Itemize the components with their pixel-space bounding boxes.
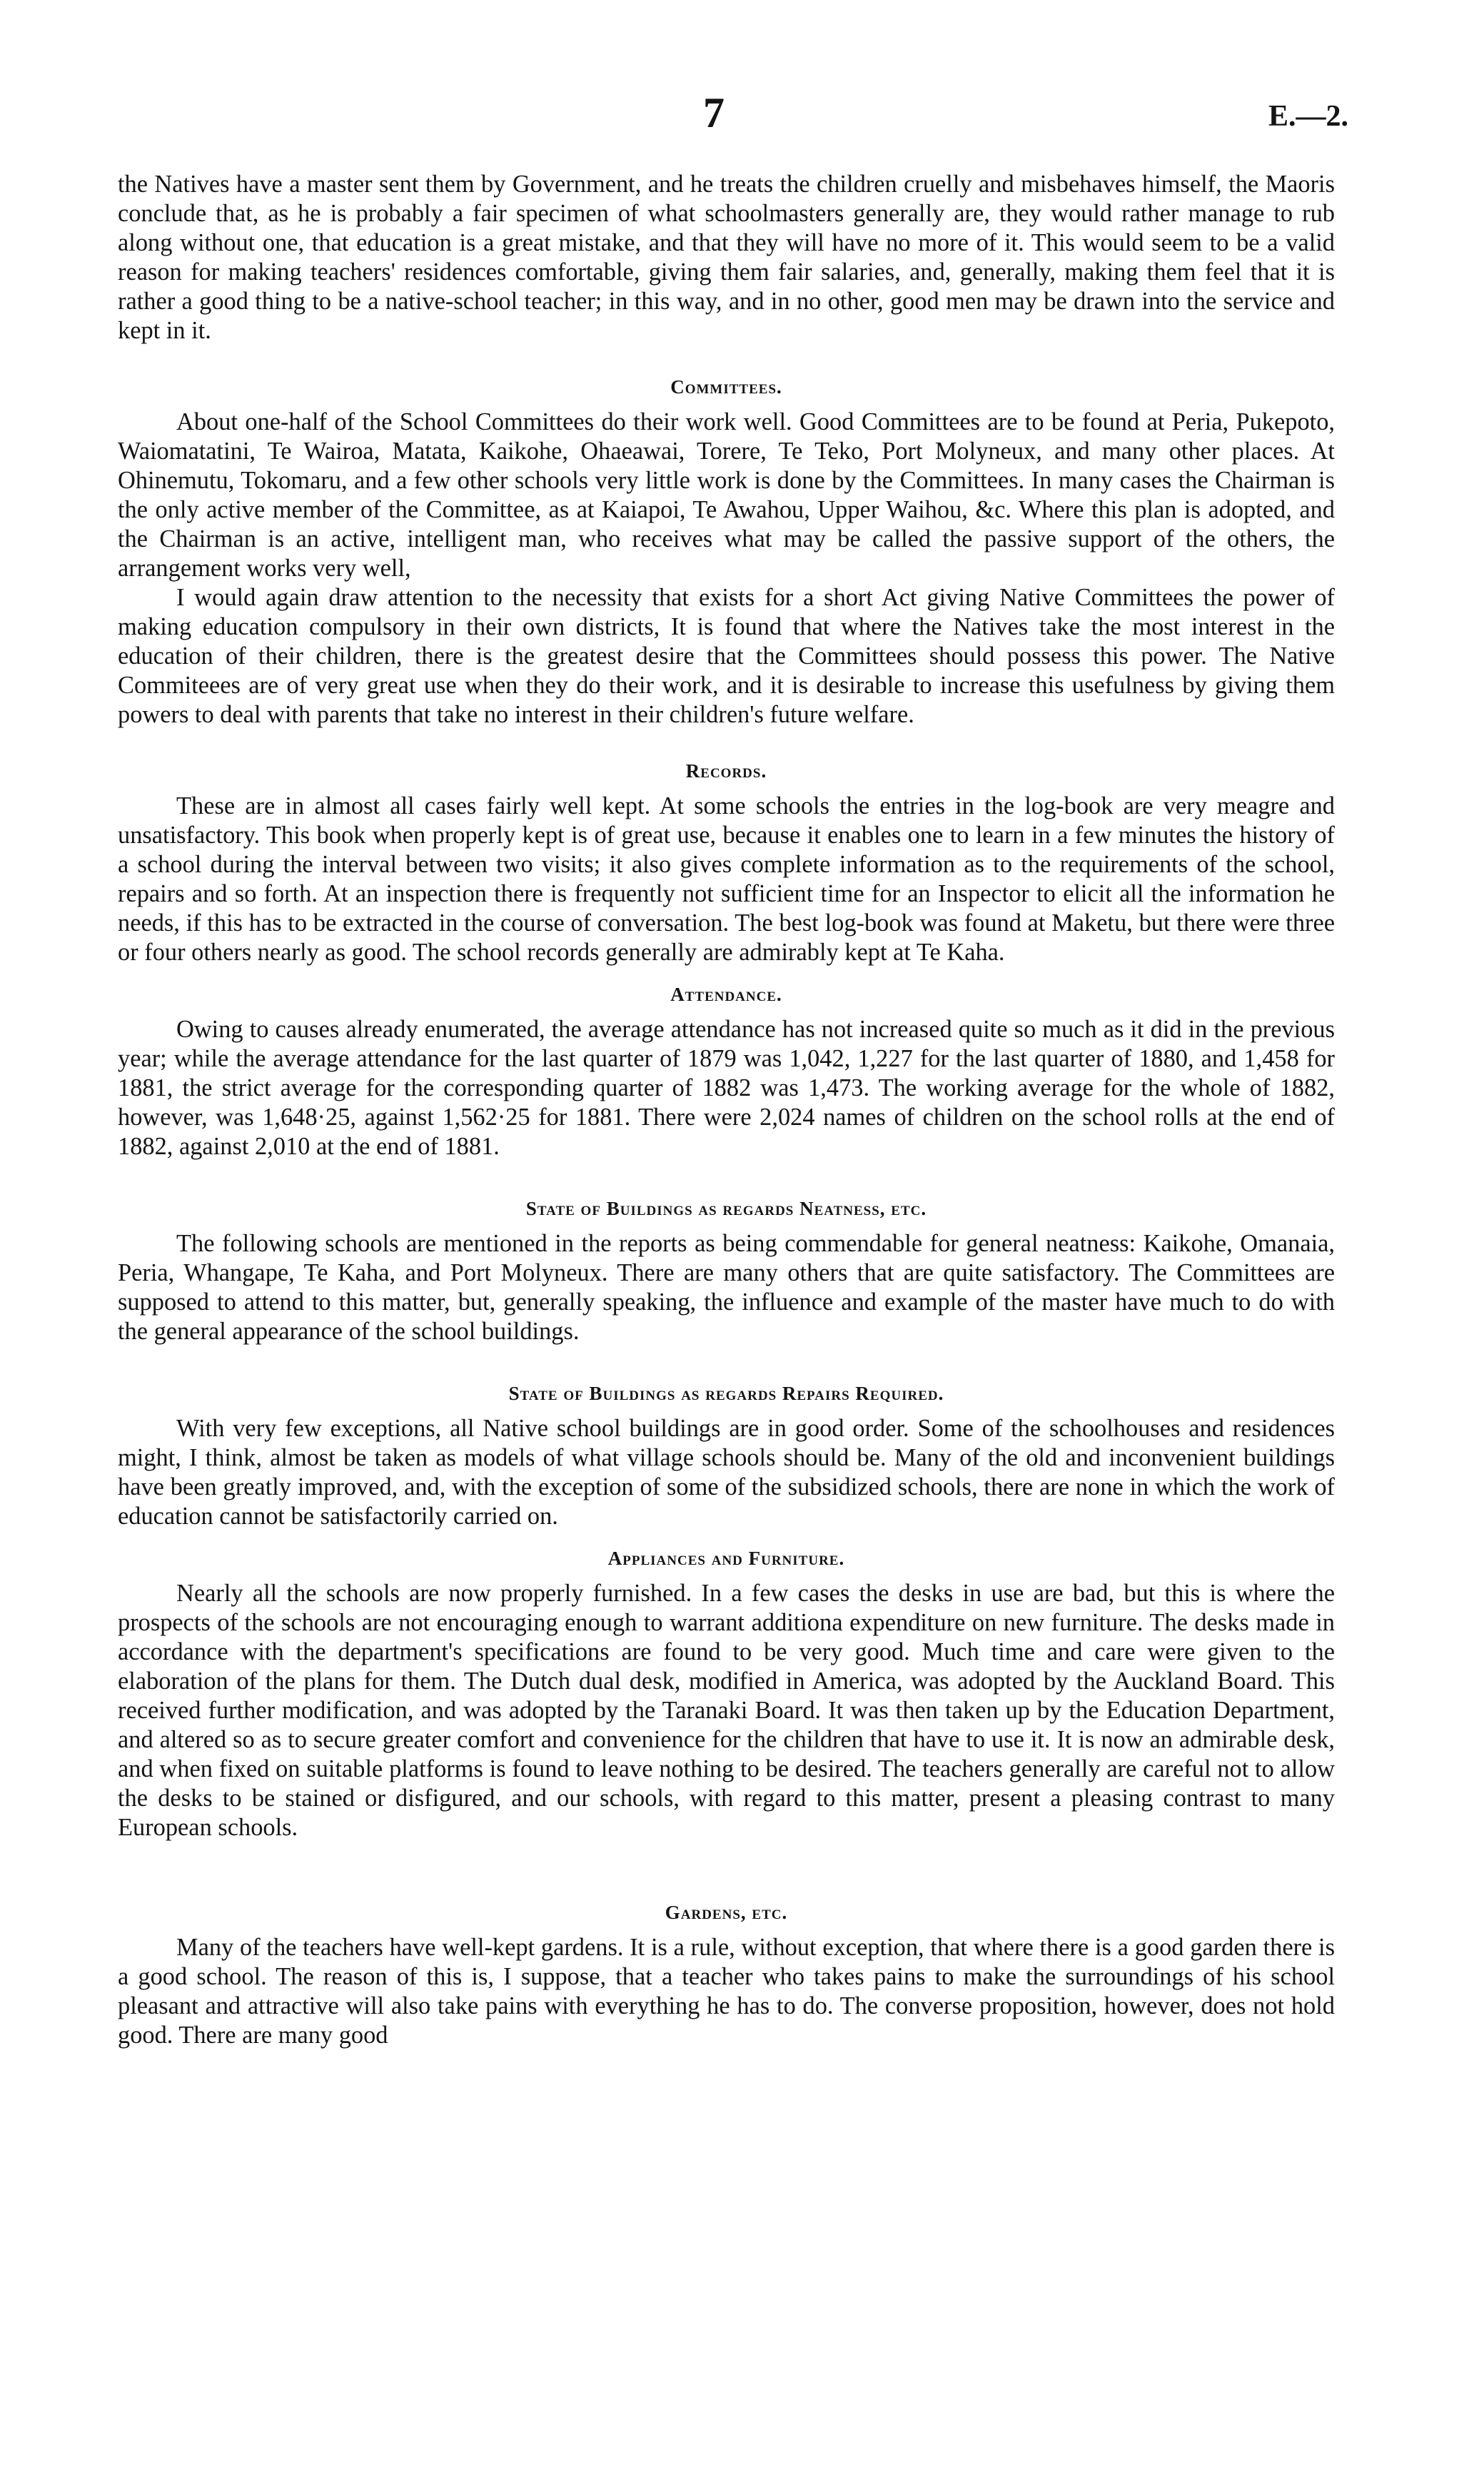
attendance-paragraph: Owing to causes already enumerated, the average attendance has not increased quite so much as it did in the previous year; while the average attendance for the last quarter of 1879 was 1,042, 1,227 for the last quarter of 1880, and 1,458 for 1881, the strict average for the corresponding quarter of 1882 was 1,473. The working average for the whole of 1882, however, was 1,648·25, against 1,562·25 for 1881. There were 2,024 names of children on the school rolls at the end of 1882, against 2,010 at the end of 1881. bbox=[118, 1016, 1335, 1160]
page-number: 7 bbox=[703, 89, 725, 136]
records-paragraph: These are in almost all cases fairly well kept. At some schools the entries in the log-book are very meagre and unsatisfactory. This book when properly kept is of great use, because it enables one to learn in a few minutes the history of a school during the interval between two visits; it also gives complete information as to the requirements of the school, repairs and so forth. At an inspection there is frequently not sufficient time for an Inspector to elicit all the information he needs, if this has to be extracted in the course of conversation. The best log-book was found at Maketu, but there were three or four others nearly as good. The school records generally are admirably kept at Te Kaha. bbox=[118, 792, 1335, 966]
intro-paragraph: the Natives have a master sent them by Government, and he treats the children cruelly and misbehaves himself, the Maoris conclude that, as he is probably a fair specimen of what schoolmasters generally are, they would rather manage to rub along without one, that education is a great mistake, and that they will have no more of it. This would seem to be a valid reason for making teachers' residences comfortable, giving them fair salaries, and, generally, making them feel that it is rather a good thing to be a native-school teacher; in this way, and in no other, good men may be drawn into the service and kept in it. bbox=[118, 171, 1335, 344]
section-heading-state-neatness: State of Buildings as regards Neatness, etc. bbox=[525, 1198, 927, 1219]
appliances-paragraph: Nearly all the schools are now properly furnished. In a few cases the desks in use are bad, but this is where the prospects of the schools are not encouraging enough to warrant additiona expenditure on new furniture. The desks made in accordance with the department's specifications are found to be very good. Much time and care were given to the elaboration of the plans for them. The Dutch dual desk, modified in America, was adopted by the Auckland Board. This received further modification, and was adopted by the Taranaki Board. It was then taken up by the Education Department, and altered so as to secure greater comfort and convenience for the children that have to use it. It is now an admirable desk, and when fixed on suitable platforms is found to leave nothing to be desired. The teachers generally are careful not to allow the desks to be stained or disfigured, and our schools, with regard to this matter, present a pleasing contrast to many European schools. bbox=[118, 1580, 1335, 1841]
page-body bbox=[118, 170, 1335, 2050]
committees-paragraph-2: I would again draw attention to the necessity that exists for a short Act giving Native Committees the power of making education compulsory in their own districts, It is found that where the Natives take the most interest in the education of their children, there is the greatest desire that the Committees should possess this power. The Native Commiteees are of very great use when they do their work, and it is desirable to increase this usefulness by giving them powers to deal with parents that take no interest in their children's future welfare. bbox=[118, 584, 1335, 728]
section-heading-appliances: Appliances and Furniture. bbox=[607, 1548, 845, 1569]
section-heading-gardens: Gardens, etc. bbox=[665, 1902, 788, 1923]
section-heading-committees: Committees. bbox=[670, 376, 782, 398]
section-heading-records: Records. bbox=[685, 760, 767, 782]
section-heading-state-repairs: State of Buildings as regards Repairs Required. bbox=[508, 1383, 944, 1404]
section-heading-attendance: Attendance. bbox=[670, 984, 782, 1005]
state-neatness-paragraph: The following schools are mentioned in the reports as being commendable for general neatness: Kaikohe, Omanaia, Peria, Whangape, Te Kaha, and Port Molyneux. There are many others that are quite satisfactory. The Committees are supposed to attend to this matter, but, generally speaking, the influence and example of the master have much to do with the general appearance of the school buildings. bbox=[118, 1230, 1335, 1345]
document-code: E.—2. bbox=[1268, 100, 1348, 133]
committees-paragraph-1: About one-half of the School Committees do their work well. Good Committees are to be found at Peria, Pukepoto, Waiomatatini, Te Wairoa, Matata, Kaikohe, Ohaeawai, Torere, Te Teko, Port Molyneux, and many other places. At Ohinemutu, Tokomaru, and a few other schools very little work is done by the Committees. In many cases the Chairman is the only active member of the Committee, as at Kaiapoi, Te Awahou, Upper Waihou, &c. Where this plan is adopted, and the Chairman is an active, intelligent man, who receives what may be called the passive support of the others, the arrangement works very well, bbox=[118, 408, 1335, 582]
gardens-paragraph: Many of the teachers have well-kept gardens. It is a rule, without exception, that where there is a good garden there is a good school. The reason of this is, I suppose, that a teacher who takes pains to make the surroundings of his school pleasant and attractive will also take pains with everything he has to do. The converse proposition, however, does not hold good. There are many good bbox=[118, 1934, 1335, 2049]
state-repairs-paragraph: With very few exceptions, all Native school buildings are in good order. Some of the schoolhouses and residences might, I think, almost be taken as models of what village schools should be. Many of the old and inconvenient buildings have been greatly improved, and, with the exception of some of the subsidized schools, there are none in which the work of education cannot be satisfactorily carried on. bbox=[118, 1415, 1335, 1530]
